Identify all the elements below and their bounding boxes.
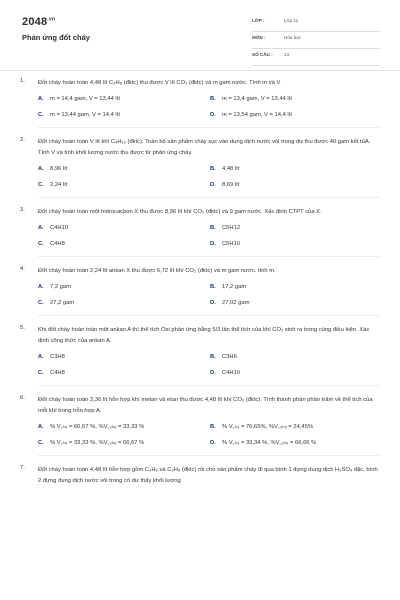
option-text: % V꜀ₕ₄ = 33,33 %, %V꜀₂ₕ₆ = 66,67 % xyxy=(50,440,145,446)
page-title: Phản ứng đốt cháy xyxy=(22,33,90,42)
option-letter: D. xyxy=(210,241,216,247)
option-text: C4H10 xyxy=(222,370,241,376)
option-letter: A. xyxy=(38,424,44,430)
document-header xyxy=(0,0,400,70)
question-text: Đốt cháy hoàn toàn 3,36 lít hỗn hợp khí metan và etan thu được 4,48 lít khí CO₂ (đktc). Tính thành phần phần trăm về thể tích của mỗi khí trong hỗn hợp A. xyxy=(38,397,373,414)
option-text: C5H10 xyxy=(222,241,241,247)
option-text: 8,96 lít xyxy=(50,166,68,172)
option-letter: A. xyxy=(38,225,44,231)
question-divider xyxy=(38,315,380,316)
question-text: Đốt cháy hoàn toàn V lít khí C₄H₁₀ (đktc). Toàn bộ sản phẩm cháy sục vào dung dịch nước vôi trong dư thu được 40 gam kết tủA. Tính V và tính khối lượng nước thu được từ phản ứng cháy. xyxy=(38,139,371,156)
option-b[interactable] xyxy=(210,223,382,234)
option-letter: D. xyxy=(210,182,216,188)
answer-options xyxy=(38,223,380,250)
option-d[interactable] xyxy=(210,110,382,121)
option-letter: A. xyxy=(38,166,44,172)
question-text: Đốt cháy hoàn toàn 2,24 lít ankan X thu được 6,72 lít khí CO₂ (đktc) và m gam nước. tính m. xyxy=(38,268,276,274)
option-text: % V꜀ₕ₄ = 66,67 %, %V꜀₂ₕ₆ = 33,33 % xyxy=(50,424,145,430)
answer-options xyxy=(38,422,380,449)
question-text: Khi đốt cháy hoàn toàn một ankan A thì thể tích Oxi phản ứng bằng 5/3 lần thể tích của khí CO₂ sinh ra trong cùng điều kiện. Xác định công thức của ankan A. xyxy=(38,327,370,344)
answer-options xyxy=(38,282,380,309)
option-text: 27,2 gam xyxy=(50,300,75,306)
option-letter: C. xyxy=(38,440,44,446)
question-number: 7. xyxy=(20,465,25,471)
option-a[interactable] xyxy=(38,94,210,105)
option-b[interactable] xyxy=(210,352,382,363)
meta-key: LỚP : xyxy=(252,18,265,23)
option-a[interactable] xyxy=(38,223,210,234)
option-letter: B. xyxy=(210,284,216,290)
option-letter: C. xyxy=(38,241,44,247)
option-b[interactable] xyxy=(210,164,382,175)
option-letter: C. xyxy=(38,300,44,306)
option-b[interactable] xyxy=(210,282,382,293)
header-divider xyxy=(0,70,400,71)
option-text: 27,02 gam xyxy=(222,300,250,306)
option-b[interactable] xyxy=(210,94,382,105)
question-7 xyxy=(0,465,400,487)
question-6 xyxy=(0,395,400,456)
option-a[interactable] xyxy=(38,164,210,175)
option-c[interactable] xyxy=(38,438,210,449)
question-list xyxy=(0,78,400,496)
option-letter: A. xyxy=(38,354,44,360)
question-divider xyxy=(38,197,380,198)
site-logo[interactable] xyxy=(22,16,55,28)
option-text: 4,48 lít xyxy=(222,166,240,172)
option-text: 7,2 gam xyxy=(50,284,71,290)
question-number: 1. xyxy=(20,78,25,84)
option-letter: B. xyxy=(210,424,216,430)
question-4 xyxy=(0,266,400,316)
question-1 xyxy=(0,78,400,128)
question-divider xyxy=(38,385,380,386)
option-text: m = 14,4 gam, V = 13,44 lít xyxy=(50,96,120,102)
option-c[interactable] xyxy=(38,368,210,379)
option-letter: C. xyxy=(38,370,44,376)
logo-suffix: .vn xyxy=(47,16,56,23)
option-text: C4H8 xyxy=(50,241,65,247)
option-d[interactable] xyxy=(210,298,382,309)
question-divider xyxy=(38,256,380,257)
option-letter: D. xyxy=(210,112,216,118)
option-letter: C. xyxy=(38,182,44,188)
meta-value: Lớp 11 xyxy=(284,18,299,23)
option-c[interactable] xyxy=(38,298,210,309)
option-text: C4H8 xyxy=(50,370,65,376)
option-text: m = 13,44 gam, V = 14,4 lít xyxy=(50,112,120,118)
option-d[interactable] xyxy=(210,239,382,250)
option-a[interactable] xyxy=(38,282,210,293)
meta-row-class xyxy=(252,16,380,32)
option-text: m = 13,54 gam, V = 14,4 lít xyxy=(222,112,292,118)
meta-key: SỐ CÂU : xyxy=(252,52,273,57)
meta-value: Hóa học xyxy=(284,35,302,40)
question-number: 5. xyxy=(20,325,25,331)
option-text: % V꜀ₕ₄ = 76,65%, %V꜀₂ₕ₆ = 24,45% xyxy=(222,424,314,430)
option-text: C3H6 xyxy=(222,354,237,360)
option-text: m = 13,4 gam, V = 13,44 lít xyxy=(222,96,292,102)
question-text: Đốt cháy hoàn toàn 4,48 lít C₃H₈ (đktc) thu được V lít CO₂ (đktc) và m gam nước. Tính m và V xyxy=(38,80,281,86)
option-c[interactable] xyxy=(38,239,210,250)
question-text: Đốt cháy hoàn toàn 4,48 lít hỗn hợp gồm C₂H₆ và C₃H₈ (đktc) rồi cho sản phẩm cháy đi qua bình 1 đựng dung dịch H₂SO₄ đặc, bình 2 đựng dung dịch nước vôi trong có dư thấy khối lượng xyxy=(38,467,378,484)
option-c[interactable] xyxy=(38,110,210,121)
option-text: 2,24 lít xyxy=(50,182,68,188)
option-d[interactable] xyxy=(210,368,382,379)
option-letter: A. xyxy=(38,284,44,290)
option-letter: D. xyxy=(210,370,216,376)
question-3 xyxy=(0,207,400,257)
meta-info xyxy=(252,16,380,67)
option-text: C3H8 xyxy=(50,354,65,360)
question-divider xyxy=(38,127,380,128)
question-number: 3. xyxy=(20,207,25,213)
option-text: 8,69 lít xyxy=(222,182,240,188)
option-text: C5H12 xyxy=(222,225,241,231)
option-d[interactable] xyxy=(210,180,382,191)
answer-options xyxy=(38,164,380,191)
option-a[interactable] xyxy=(38,422,210,433)
option-letter: B. xyxy=(210,354,216,360)
option-letter: D. xyxy=(210,300,216,306)
option-letter: B. xyxy=(210,96,216,102)
meta-key: MÔN : xyxy=(252,35,266,40)
option-text: C4H10 xyxy=(50,225,69,231)
option-text: 17,2 gam xyxy=(222,284,247,290)
meta-row-count xyxy=(252,50,380,66)
option-letter: B. xyxy=(210,225,216,231)
option-letter: A. xyxy=(38,96,44,102)
meta-value: 13 xyxy=(284,52,290,57)
answer-options xyxy=(38,352,380,379)
logo-text: 2048 xyxy=(22,16,48,28)
question-5 xyxy=(0,325,400,386)
option-letter: C. xyxy=(38,112,44,118)
option-letter: B. xyxy=(210,166,216,172)
answer-options xyxy=(38,94,380,121)
question-number: 6. xyxy=(20,395,25,401)
option-c[interactable] xyxy=(38,180,210,191)
question-number: 4. xyxy=(20,266,25,272)
option-d[interactable] xyxy=(210,438,382,449)
option-letter: D. xyxy=(210,440,216,446)
question-2 xyxy=(0,137,400,198)
question-divider xyxy=(38,455,380,456)
option-b[interactable] xyxy=(210,422,382,433)
question-number: 2. xyxy=(20,137,25,143)
meta-row-subject xyxy=(252,33,380,49)
question-text: Đốt cháy hoàn toàn một hidrocacbon X thu được 8,96 lít khí CO₂ (đktc) và 9 gam nước. Xác định CTPT của X. xyxy=(38,209,322,215)
option-a[interactable] xyxy=(38,352,210,363)
option-text: % V꜀ₕ₄ = 33,34 %, %V꜀₂ₕ₆ = 66,66 % xyxy=(222,440,317,446)
